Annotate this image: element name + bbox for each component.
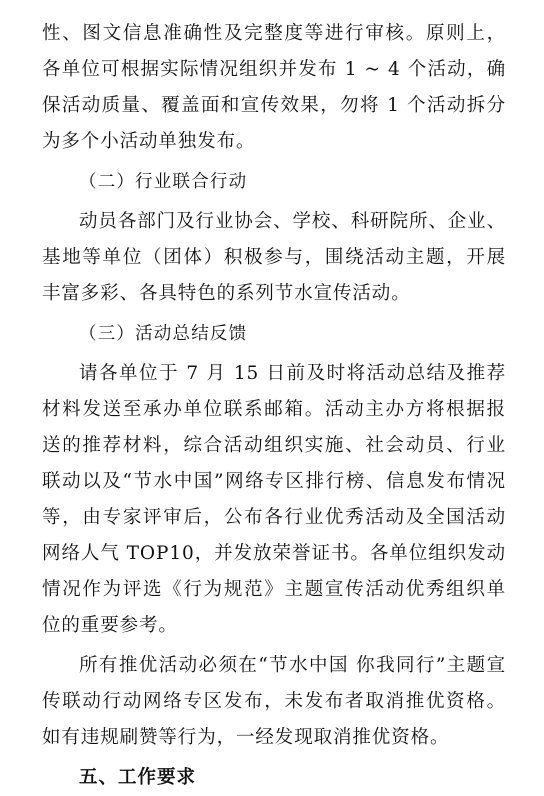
body-paragraph-publishing-rules: 所有推优活动必须在“节水中国 你我同行”主题宣传联动行动网络专区发布，未发布者取消推优资格。如有违规刷赞等行为，一经发现取消推优资格。 (42, 655, 506, 748)
subheading-activity-summary: （三）活动总结反馈 (79, 324, 248, 344)
section-heading-work-requirements: 五、工作要求 (79, 767, 197, 788)
body-paragraph-review: 性、图文信息准确性及完整度等进行审核。原则上，各单位可根据实际情况组织并发布 1 ~ 4 个活动，确保活动质量、覆盖面和宣传效果，勿将 1 个活动拆分为多个小活动单独发布。 (42, 23, 506, 152)
body-paragraph-summary-submission: 请各单位于 7 月 15 日前及时将活动总结及推荐材料发送至承办单位联系邮箱。活动主办方将根据报送的推荐材料，综合活动组织实施、社会动员、行业联动以及“节水中国”网络专区排行榜、信息发布情况等，由专家评审后，公布各行业优秀活动及全国活动网络人气 TOP10，并发放荣誉证书。各单位组织发动情况作为评选《行为规范》主题宣传活动优秀组织单位的重要参考。 (42, 363, 506, 636)
document-content (42, 16, 506, 796)
body-paragraph-mobilize: 动员各部门及行业协会、学校、科研院所、企业、基地等单位（团体）积极参与，围绕活动主题，开展丰富多彩、各具特色的系列节水宣传活动。 (42, 211, 506, 304)
subheading-industry-joint-action: （二）行业联合行动 (79, 172, 248, 192)
